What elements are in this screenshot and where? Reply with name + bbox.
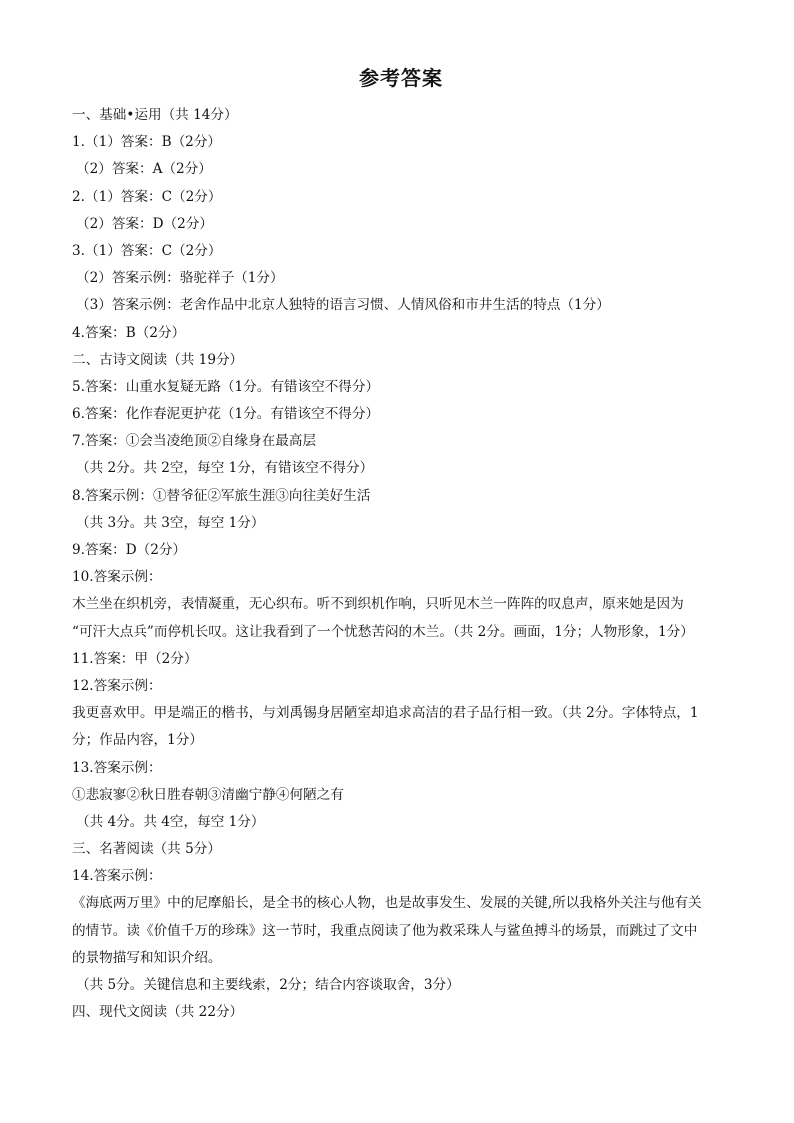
answer-line: 3.（1）答案：C（2分） — [72, 242, 222, 259]
answer-line: ①悲寂寥②秋日胜春朝③清幽宁静④何陋之有 — [72, 786, 344, 803]
answer-line: （共 3分。共 3空，每空 1分） — [76, 514, 265, 531]
answer-line: 1.（1）答案：B（2分） — [72, 134, 222, 151]
answer-line: （2）答案：A（2分） — [76, 161, 212, 178]
answer-line: （2）答案示例：骆驼祥子（1分） — [76, 270, 284, 287]
answer-line: 5.答案：山重水复疑无路（1分。有错该空不得分） — [72, 378, 380, 395]
section-heading: 三、名著阅读（共 5分） — [72, 841, 221, 858]
answer-line: 14.答案示例： — [72, 868, 162, 885]
answer-line: 《海底两万里》中的尼摩船长，是全书的核心人物，也是故事发生、发展的关键,所以我格外关注与他有关 — [72, 895, 702, 912]
answer-line: 2.（1）答案：C（2分） — [72, 188, 222, 205]
answer-line: 的景物描写和知识介绍。 — [72, 949, 222, 966]
section-heading: 二、古诗文阅读（共 19分） — [72, 351, 244, 368]
answer-line: （3）答案示例：老舍作品中北京人独特的语言习惯、人情风俗和市井生活的特点（1分） — [76, 297, 610, 314]
answer-line: （共 4分。共 4空，每空 1分） — [76, 813, 265, 830]
answer-line: 的情节。读《价值千万的珍珠》这一节时，我重点阅读了他为救采珠人与鲨鱼搏斗的场景，而跳过了文中 — [72, 922, 698, 939]
answer-line: 7.答案：①会当凌绝顶②自缘身在最高层 — [72, 433, 317, 450]
answer-lines — [72, 102, 730, 1026]
answer-line: 12.答案示例： — [72, 677, 162, 694]
answer-line: 8.答案示例：①替爷征②军旅生涯③向往美好生活 — [72, 487, 371, 504]
answer-line: （共 5分。关键信息和主要线索，2分；结合内容谈取舍，3分） — [76, 977, 460, 993]
answer-line: （共 2分。共 2空，每空 1分，有错该空不得分） — [76, 460, 374, 477]
answer-line: 10.答案示例： — [72, 569, 162, 586]
answer-line: 分；作品内容，1分） — [72, 732, 203, 749]
section-heading: 四、现代文阅读（共 22分） — [72, 1004, 244, 1021]
answer-line: 6.答案：化作春泥更护花（1分。有错该空不得分） — [72, 406, 380, 423]
answer-line: 11.答案：甲（2分） — [72, 650, 198, 667]
answer-line: 我更喜欢甲。甲是端正的楷书，与刘禹锡身居陋室却追求高洁的君子品行相一致。（共 2分。字体特点，1 — [72, 705, 699, 722]
answer-line: （2）答案：D（2分） — [76, 215, 213, 232]
page-title: 参考答案 — [359, 66, 443, 90]
answer-line: 9.答案：D（2分） — [72, 542, 187, 558]
section-heading: 一、基础•运用（共 14分） — [72, 107, 238, 123]
answer-line: 4.答案：B（2分） — [72, 324, 186, 341]
answer-line: “可汗大点兵”而停机长叹。这让我看到了一个忧愁苦闷的木兰。（共 2分。画面，1分；人物形象，1分） — [72, 623, 694, 640]
answer-line: 木兰坐在织机旁，表情凝重，无心织布。听不到织机作响，只听见木兰一阵阵的叹息声，原来她是因为 — [72, 596, 684, 613]
answer-line: 13.答案示例： — [72, 759, 162, 776]
